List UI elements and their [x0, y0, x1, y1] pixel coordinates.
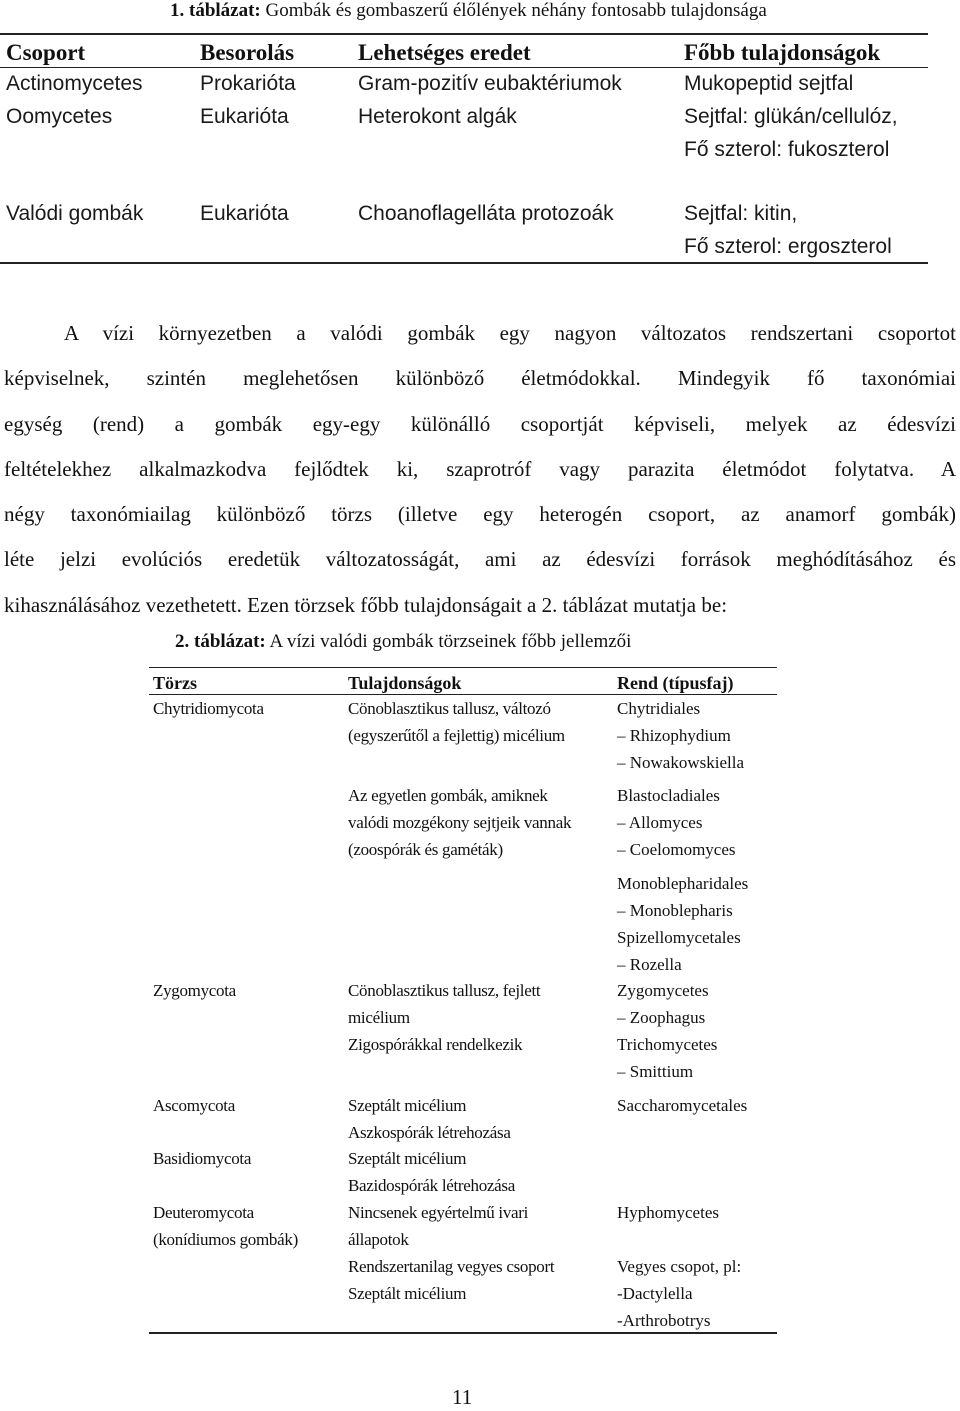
table1-cell: Gram-pozitív eubaktériumok — [358, 72, 622, 95]
table1-header-class: Besorolás — [200, 40, 295, 65]
body-paragraph — [4, 311, 956, 628]
table2-property: Aszkospórák létrehozása — [348, 1123, 511, 1142]
paragraph-line: egység (rend) a gombák egy-egy különálló csoportját képviseli, melyek az édesvízi — [4, 411, 956, 436]
table1-header-group: Csoport — [6, 40, 86, 65]
table2-order: Spizellomycetales — [617, 928, 741, 947]
table2-property: Cönoblasztikus tallusz, változó — [348, 699, 551, 718]
table2-order: – Nowakowskiella — [617, 753, 745, 772]
table2-order: – Coelomomyces — [617, 840, 736, 859]
table2-order: -Dactylella — [617, 1284, 693, 1303]
table2-order: Vegyes csopot, pl: — [617, 1257, 742, 1276]
table2-property: (zoospórák és gaméták) — [348, 840, 503, 859]
table2-order: Hyphomycetes — [617, 1203, 719, 1222]
paragraph-line: léte jelzi evolúciós eredetük változatosságát, ami az édesvízi források meghódításához és — [4, 547, 956, 572]
table2-top-rule — [149, 667, 777, 668]
table2-property: valódi mozgékony sejtjeik vannak — [348, 813, 572, 832]
paragraph-line: kihasználásához vezethetett. Ezen törzsek főbb tulajdonságait a 2. táblázat mutatja be: — [4, 592, 728, 617]
table1-cell: Actinomycetes — [6, 72, 143, 95]
table2-caption — [175, 631, 631, 653]
table2-header-phylum: Törzs — [153, 673, 197, 693]
table2-order: – Smittium — [617, 1062, 694, 1081]
table1-cell: Prokarióta — [200, 72, 296, 95]
table1-caption-label: 1. táblázat: — [170, 0, 261, 21]
table2-property: Szeptált micélium — [348, 1284, 467, 1303]
table2-order: Monoblepharidales — [617, 874, 749, 893]
table2-property: Rendszertanilag vegyes csoport — [348, 1257, 555, 1276]
table2-header-properties: Tulajdonságok — [348, 673, 462, 693]
table2-order: Saccharomycetales — [617, 1096, 748, 1115]
table2-order: Blastocladiales — [617, 786, 720, 805]
paragraph-line: A vízi környezetben a valódi gombák egy nagyon változatos rendszertani csoportot — [64, 321, 956, 345]
table1-cell: Oomycetes — [6, 105, 113, 128]
table2-property: micélium — [348, 1008, 410, 1027]
table2-property: Szeptált micélium — [348, 1096, 467, 1115]
table2-order: Trichomycetes — [617, 1035, 718, 1054]
table1-cell: Eukarióta — [200, 202, 289, 225]
table1-cell: Fő szterol: ergoszterol — [684, 235, 892, 258]
table2-property: Nincsenek egyértelmű ivari — [348, 1203, 529, 1222]
table2-phylum: Basidiomycota — [153, 1149, 252, 1168]
table1-top-rule — [0, 33, 928, 35]
table1-cell: Fő szterol: fukoszterol — [684, 138, 890, 161]
table1-cell: Heterokont algák — [358, 105, 517, 128]
paragraph-line: képviselnek, szintén meglehetősen különböző életmódokkal. Mindegyik fő taxonómiai — [4, 366, 956, 391]
table2-header-rule — [149, 694, 777, 695]
table2-order: Chytridiales — [617, 699, 701, 718]
table1-cell: Sejtfal: glükán/cellulóz, — [684, 105, 898, 128]
table1-cell: Sejtfal: kitin, — [684, 202, 798, 225]
table2-order: – Rhizophydium — [617, 726, 731, 745]
table1-caption-text: Gombák és gombaszerű élőlények néhány fontosabb tulajdonsága — [260, 0, 767, 21]
table2-property: Az egyetlen gombák, amiknek — [348, 786, 548, 805]
table2-property: Zigospórákkal rendelkezik — [348, 1035, 523, 1054]
table2-phylum: Chytridiomycota — [153, 699, 264, 718]
table1-caption — [170, 0, 767, 22]
table2-order: – Rozella — [617, 955, 682, 974]
table2-property: Szeptált micélium — [348, 1149, 467, 1168]
table2-property: Bazidospórák létrehozása — [348, 1176, 515, 1195]
paragraph-line: feltételekhez alkalmazkodva fejlődtek ki, szaprotróf vagy parazita életmódot folytatva. A — [4, 456, 956, 481]
table2-order: -Arthrobotrys — [617, 1311, 711, 1330]
page-number: 11 — [452, 1385, 473, 1409]
table2-phylum: (konídiumos gombák) — [153, 1230, 298, 1249]
table1-bottom-rule — [0, 262, 928, 264]
table2-order: Zygomycetes — [617, 981, 709, 1000]
table2-order: – Allomyces — [617, 813, 703, 832]
table2-property: (egyszerűtől a fejlettig) micélium — [348, 726, 565, 745]
table2-bottom-rule — [149, 1332, 777, 1334]
table2-caption-text: A vízi valódi gombák törzseinek főbb jellemzői — [265, 631, 632, 652]
table1-cell: Valódi gombák — [6, 202, 144, 225]
table1-header-props: Főbb tulajdonságok — [684, 40, 881, 65]
table2-property: Cönoblasztikus tallusz, fejlett — [348, 981, 541, 1000]
table1-header-origin: Lehetséges eredet — [358, 40, 531, 65]
table2-property: állapotok — [348, 1230, 409, 1249]
table2-caption-label: 2. táblázat: — [175, 631, 266, 652]
table2-order: – Zoophagus — [617, 1008, 706, 1027]
table1-cell: Mukopeptid sejtfal — [684, 72, 854, 95]
table1-cell: Choanoflagelláta protozoák — [358, 202, 614, 225]
table2-phylum: Zygomycota — [153, 981, 236, 1000]
table2-phylum: Ascomycota — [153, 1096, 235, 1115]
table1-cell: Eukarióta — [200, 105, 289, 128]
table1-header-rule — [0, 67, 928, 68]
table2-phylum: Deuteromycota — [153, 1203, 254, 1222]
table2-header-order: Rend (típusfaj) — [617, 673, 734, 693]
paragraph-line: négy taxonómiailag különböző törzs (illetve egy heterogén csoport, az anamorf gombák) — [4, 502, 956, 527]
table2-order: – Monoblepharis — [617, 901, 733, 920]
